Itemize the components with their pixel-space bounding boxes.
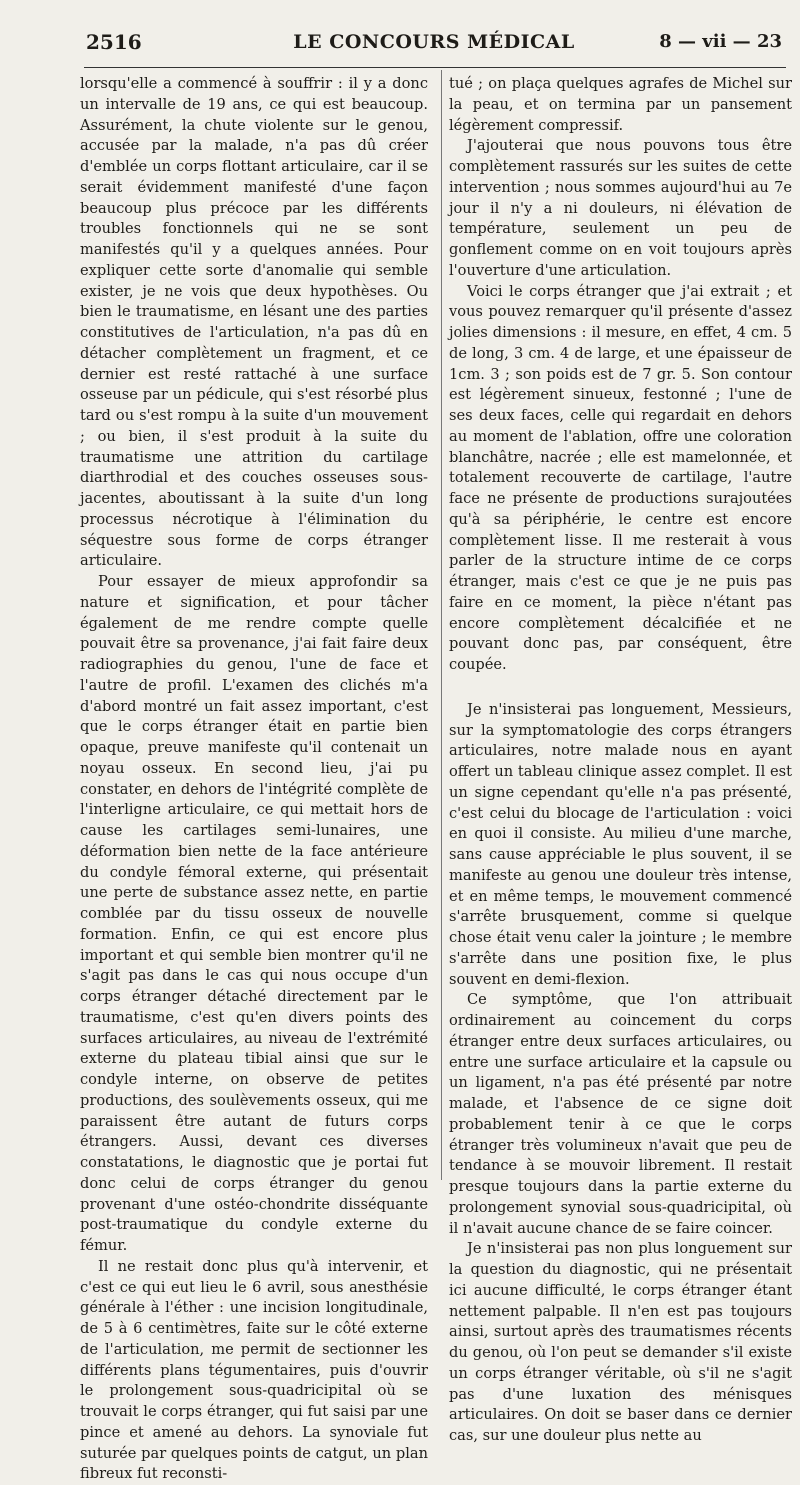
- paragraph: tué ; on plaça quelques agrafes de Michel sur la peau, et on termina par un pansement légèrement compressif.: [449, 75, 792, 134]
- column-divider: [441, 70, 442, 1180]
- section-gap: [449, 676, 792, 700]
- running-header: [86, 30, 782, 60]
- paragraph: Ce symptôme, que l'on attribuait ordinairement au coincement du corps étranger entre deux surfaces articulaires, ou entre une surface articulaire et la capsule ou un ligament, n'a pas été présenté par notre malade, et l'absence de ce signe doit probablement tenir à ce que le corps étranger très volumineux n'avait que peu de tendance à se mouvoir librement. Il restait presque toujours dans la partie externe du prolongement synovial sous-quadricipital, où il n'avait aucune chance de se faire coincer.: [449, 991, 792, 1237]
- paragraph: Voici le corps étranger que j'ai extrait ; et vous pouvez remarquer qu'il présente d'assez jolies dimensions : il mesure, en effet, 4 cm. 5 de long, 3 cm. 4 de large, et une épaisseur de 1cm. 3 ; son poids est de 7 gr. 5. Son contour est légèrement sinueux, festonné ; l'une de ses deux faces, celle qui regardait en dehors au moment de l'ablation, offre une coloration blanchâtre, nacrée ; elle est mamelonnée, et totalement recouverte de cartilage, l'autre face ne présente de productions surajoutées qu'à sa périphérie, le centre est encore complètement lisse. Il me resterait à vous parler de la structure intime de ce corps étranger, mais c'est ce que je ne puis pas faire en ce moment, la pièce n'étant pas encore complètement décalcifiée et ne pouvant donc pas, par conséquent, être coupée.: [449, 282, 792, 673]
- page-number: 2516: [86, 30, 142, 54]
- header-rule: [84, 67, 786, 68]
- paragraph: Pour essayer de mieux approfondir sa nature et signification, et pour tâcher également de me rendre compte quelle pouvait être sa provenance, j'ai fait faire deux radiographies du genou, l'une de face et l'autre de profil. L'examen des clichés m'a d'abord montré un fait assez important, c'est que le corps étranger était en partie bien opaque, preuve manifeste qu'il contenait un noyau osseux. En second lieu, j'ai pu constater, en dehors de l'intégrité complète de l'interligne articulaire, ce qui mettait hors de cause les cartilages semi-lunaires, une déformation bien nette de la face antérieure du condyle fémoral externe, qui présentait une perte de substance assez nette, en partie comblée par du tissu osseux de nouvelle formation. Enfin, ce qui est encore plus important et qui semble bien montrer qu'il ne s'agit pas dans le cas qui nous occupe d'un corps étranger détaché directement par le traumatisme, c'est qu'en divers points des surfaces articulaires, au niveau de l'extrémité externe du plateau tibial ainsi que sur le condyle interne, on observe de petites productions, des soulèvements osseux, qui me paraissent être autant de futurs corps étrangers. Aussi, devant ces diverses constatations, le diagnostic que je portai fut donc celui de corps étranger du genou provenant d'une ostéo-chondrite disséquante post-traumatique du condyle externe du fémur.: [80, 573, 428, 1254]
- right-column: [449, 74, 792, 1447]
- paragraph: Je n'insisterai pas non plus longuement sur la question du diagnostic, qui ne présentait ici aucune difficulté, le corps étranger étant nettement palpable. Il n'en est pas toujours ainsi, surtout après des traumatismes récents du genou, où l'on peut se demander s'il existe un corps étranger véritable, où s'il ne s'agit pas d'une luxation des ménisques articulaires. On doit se baser dans ce dernier cas, sur une douleur plus nette au: [449, 1240, 792, 1444]
- paragraph: J'ajouterai que nous pouvons tous être complètement rassurés sur les suites de cette intervention ; nous sommes aujourd'hui au 7e jour il n'y a ni douleurs, ni élévation de température, seulement un peu de gonflement comme on en voit toujours après l'ouverture d'une articulation.: [449, 137, 792, 279]
- left-column: [80, 74, 428, 1485]
- issue-date: 8 — vii — 23: [659, 31, 782, 52]
- paragraph: Je n'insisterai pas longuement, Messieurs, sur la symptomatologie des corps étrangers articulaires, notre malade nous en ayant offert un tableau clinique assez complet. Il est un signe cependant qu'elle n'a pas présenté, c'est celui du blocage de l'articulation : voici en quoi il consiste. Au milieu d'une marche, sans cause appréciable le plus souvent, il se manifeste au genou une douleur très intense, et en même temps, le mouvement commencé s'arrête brusquement, comme si quelque chose était venu caler la jointure ; le membre s'arrête dans une position fixe, le plus souvent en demi-flexion.: [449, 700, 792, 988]
- paragraph: lorsqu'elle a commencé à souffrir : il y a donc un intervalle de 19 ans, ce qui est beaucoup. Assurément, la chute violente sur le genou, accusée par la malade, n'a pas dû créer d'emblée un corps flottant articulaire, car il se serait évidemment manifesté d'une façon beaucoup plus précoce par les différents troubles fonctionnels qui ne se sont manifestés qu'il y a quelques années. Pour expliquer cette sorte d'anomalie qui semble exister, je ne vois que deux hypothèses. Ou bien le traumatisme, en lésant une des parties constitutives de l'articulation, n'a pas dû en détacher complètement un fragment, et ce dernier est resté rattaché à une surface osseuse par un pédicule, qui s'est résorbé plus tard ou s'est rompu à la suite d'un mouvement ; ou bien, il s'est produit à la suite du traumatisme une attrition du cartilage diarthrodial et des couches osseuses sous-jacentes, aboutissant à la suite d'un long processus nécrotique à l'élimination du séquestre sous forme de corps étranger articulaire.: [80, 75, 428, 570]
- paragraph: Il ne restait donc plus qu'à intervenir, et c'est ce qui eut lieu le 6 avril, sous anesthésie générale à l'éther : une incision longitudinale, de 5 à 6 centimètres, faite sur le côté externe de l'articulation, me permit de sectionner les différents plans tégumentaires, puis d'ouvrir le prolongement sous-quadricipital où se trouvait le corps étranger, qui fut saisi par une pince et amené au dehors. La synoviale fut suturée par quelques points de catgut, un plan fibreux fut reconsti-: [80, 1257, 428, 1483]
- journal-title: LE CONCOURS MÉDICAL: [293, 31, 575, 53]
